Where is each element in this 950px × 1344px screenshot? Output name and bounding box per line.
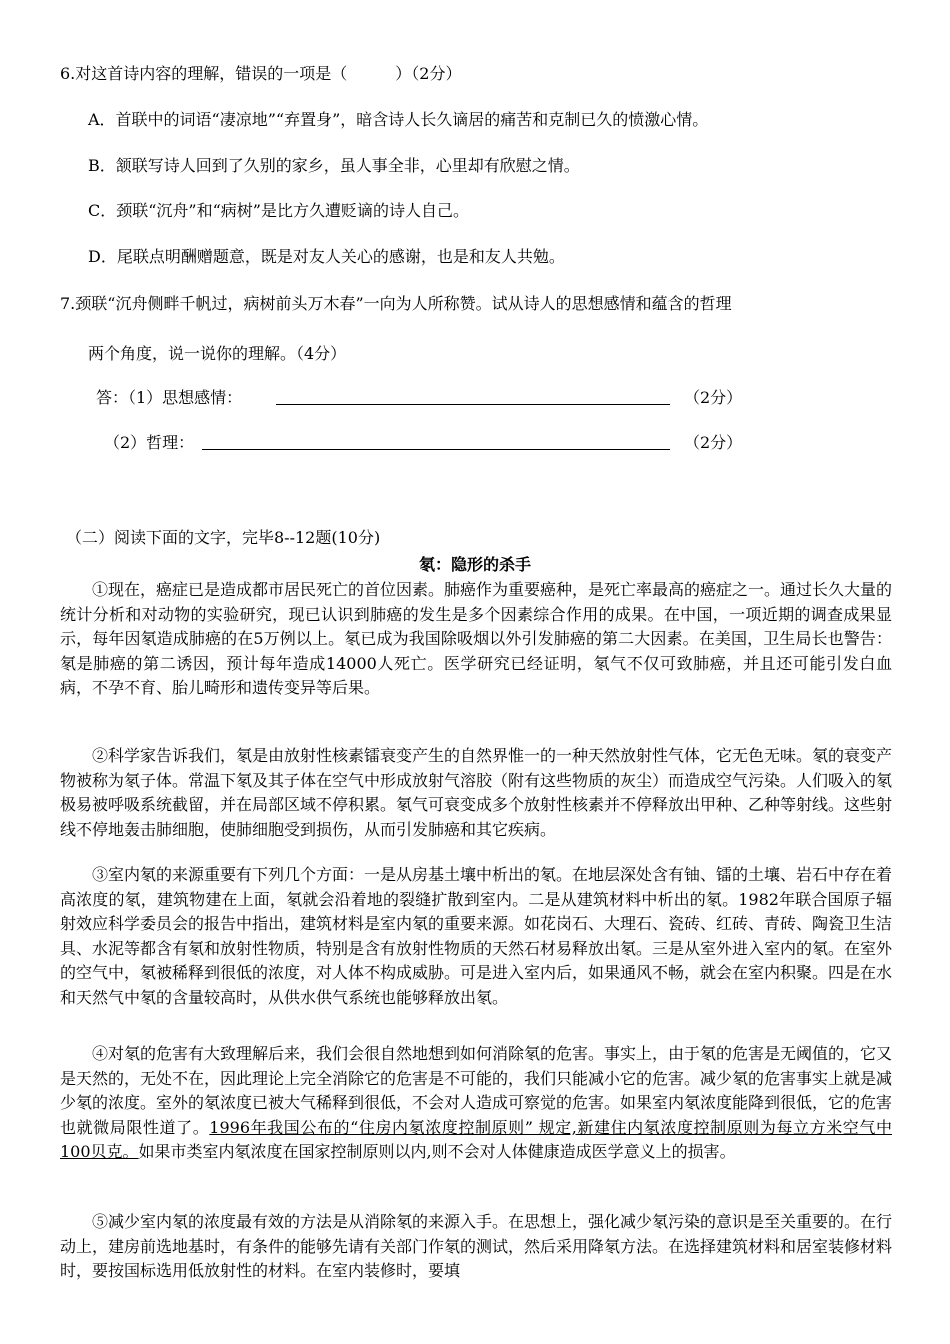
paragraph-4: [60, 1042, 892, 1165]
article-title: 氡：隐形的杀手: [418, 555, 531, 574]
q7-answer2-blank[interactable]: [202, 433, 670, 450]
q7-stem-line1: 7.颈联“沉舟侧畔千帆过，病树前头万木春”一向为人所称赞。试从诗人的思想感情和蕴含的哲理: [60, 294, 732, 313]
q6-option-b: B．颔联写诗人回到了久别的家乡，虽人事全非，心里却有欣慰之情。: [88, 156, 580, 175]
q7-answer2-label: （2）哲理：: [104, 433, 195, 452]
q7-stem-line2: 两个角度，说一说你的理解。（4分）: [88, 344, 347, 363]
q6-option-d: D．尾联点明酬赠题意，既是对友人关心的感谢，也是和友人共勉。: [88, 247, 565, 266]
q7-answer2-score: （2分）: [684, 433, 743, 452]
q6-option-c: C．颈联“沉舟”和“病树”是比方久遭贬谪的诗人自己。: [88, 201, 469, 220]
q7-answer1-score: （2分）: [684, 388, 743, 407]
paragraph-1: ①现在，癌症已是造成都市居民死亡的首位因素。肺癌作为重要癌种，是死亡率最高的癌症之一。通过长久大量的统计分析和对动物的实验研究，现已认识到肺癌的发生是多个因素综合作用的成果。在中国，一项近期的调查成果显示，每年因氡造成肺癌的在5万例以上。氡已成为我国除吸烟以外引发肺癌的第二大因素。在美国，卫生局长也警告：氡是肺癌的第二诱因，预计每年造成14000人死亡。医学研究已经证明，氡气不仅可致肺癌，并且还可能引发白血病，不孕不育、胎儿畸形和遗传变异等后果。: [60, 580, 893, 698]
q7-answer1-blank[interactable]: [276, 388, 670, 405]
paragraph-4-underlined: 1996年我国公布的“住房内氡浓度控制原则” 规定,新建住内氡浓度控制原则为每立方米空气中100贝克。: [60, 1117, 892, 1162]
paragraph-5: ⑤减少室内氡的浓度最有效的方法是从消除氡的来源入手。在思想上，强化减少氡污染的意识是至关重要的。在行动上，建房前选地基时，有条件的能够先请有关部门作氡的测试，然后采用降氡方法。在选择建筑材料和居室装修材料时，要按国标选用低放射性的材料。在室内装修时，要填: [60, 1212, 893, 1281]
q6-stem: 6.对这首诗内容的理解，错误的一项是（ ）（2分）: [60, 64, 462, 83]
paragraph-4-text-a: ④对氡的危害有大致理解后来，我们会很自然地想到如何消除氡的危害。事实上，由于氡的危害是无阈值的，它又是天然的，无处不在，因此理论上完全消除它的危害是不可能的，我们只能减小它的危害。减少氡的危害事实上就是减少氡的浓度。室外的氡浓度已被大气稀释到很低，不会对人造成可察觉的危害。如果室内氡浓度能降到很低，它的危害也就微局限性道了。: [60, 1044, 893, 1137]
q6-option-a: A．首联中的词语“凄凉地”“弃置身”，暗含诗人长久谪居的痛苦和克制已久的愤激心情。: [88, 110, 709, 129]
paragraph-4-text-b: 如果市类室内氡浓度在国家控制原则以内,则不会对人体健康造成医学意义上的损害。: [138, 1142, 736, 1162]
section2-heading: （二）阅读下面的文字，完毕8--12题(10分): [66, 528, 381, 547]
paragraph-2: ②科学家告诉我们，氡是由放射性核素镭衰变产生的自然界惟一的一种天然放射性气体，它无色无味。氡的衰变产物被称为氡子体。常温下氡及其子体在空气中形成放射气溶胶（附有这些物质的灰尘）而造成空气污染。人们吸入的氡极易被呼吸系统截留，并在局部区域不停积累。氡气可衰变成多个放射性核素并不停释放出甲种、乙种等射线。这些射线不停地轰击肺细胞，使肺细胞受到损伤，从而引发肺癌和其它疾病。: [60, 746, 893, 839]
q7-answer1-label: 答：（1）思想感情：: [96, 388, 243, 407]
paragraph-3: ③室内氡的来源重要有下列几个方面：一是从房基土壤中析出的氡。在地层深处含有铀、镭的土壤、岩石中存在着高浓度的氡，建筑物建在上面，氡就会沿着地的裂缝扩散到室内。二是从建筑材料中析出的氡。1982年联合国原子辐射效应科学委员会的报告中指出，建筑材料是室内氡的重要来源。如花岗石、大理石、瓷砖、红砖、青砖、陶瓷卫生洁具、水泥等都含有氡和放射性物质，特别是含有放射性物质的天然石材易释放出氡。三是从室外进入室内的氡。在室外的空气中，氡被稀释到很低的浓度，对人体不构成威胁。可是进入室内后，如果通风不畅，就会在室内积聚。四是在水和天然气中氡的含量较高时，从供水供气系统也能够释放出氡。: [60, 865, 893, 1007]
